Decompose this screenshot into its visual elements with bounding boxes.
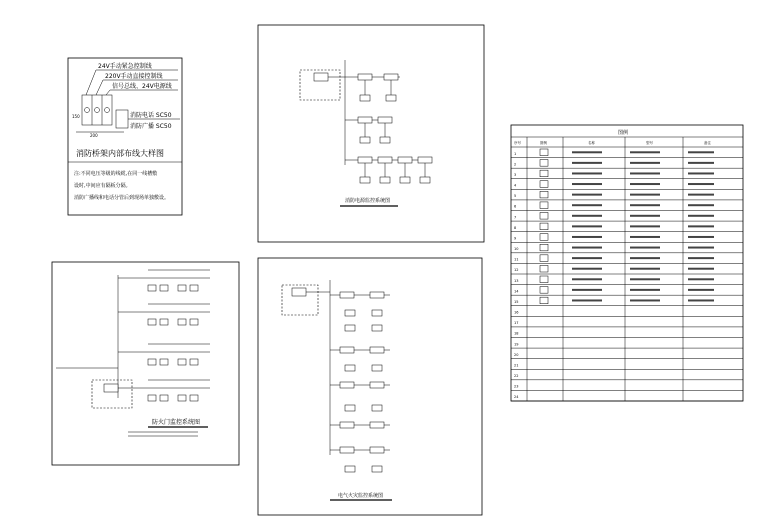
legend-text-line [688,183,714,185]
legend-text-line [572,236,602,238]
wire-label-1: 24V手动紧急控制线 [98,63,152,70]
legend-text-line [572,172,602,174]
legend-text-line [688,278,714,280]
legend-text-line [688,172,714,174]
legend-text-line [572,278,602,280]
legend-text-line [572,204,602,206]
legend-row-number: 20 [514,352,519,357]
legend-text-line [572,299,602,301]
legend-header-no: 序号 [514,141,521,145]
legend-text-line [688,215,714,217]
legend-text-line [630,215,660,217]
legend-row-number: 22 [514,374,519,379]
legend-text-line [630,278,660,280]
legend-symbol [540,287,548,294]
legend-row-number: 13 [514,278,519,283]
legend-text-line [572,289,602,291]
legend-text-line [688,289,714,291]
legend-symbol [540,265,548,272]
legend-header-name: 名称 [588,141,595,145]
legend-symbol [540,191,548,198]
legend-text-line [572,183,602,185]
dim-1: 150 [72,114,80,119]
legend-header-model: 型号 [646,141,653,145]
legend-row-number: 8 [514,225,517,230]
legend-row-number: 23 [514,384,519,389]
legend-text-line [630,183,660,185]
power-monitoring-sheet [258,25,484,242]
legend-header-symbol: 图例 [540,141,547,145]
legend-text-line [630,162,660,164]
legend-row-number: 6 [514,204,517,209]
legend-text-line [688,162,714,164]
wire-label-3: 信号总线、24V电源线 [112,83,172,90]
electrical-fire-title: 电气火灾监控系统图 [338,493,384,499]
legend-symbol [540,255,548,262]
legend-row-number: 12 [514,268,519,273]
legend-text-line [630,268,660,270]
electrical-fire-sheet [258,258,482,515]
legend-row-number: 10 [514,247,519,252]
legend-symbol [540,276,548,283]
legend-symbol [540,170,548,177]
tray-detail-sheet [68,58,182,215]
legend-row-number: 5 [514,194,517,199]
legend-symbol [540,213,548,220]
legend-symbol [540,160,548,167]
legend-text-line [572,225,602,227]
legend-row-number: 9 [514,236,517,241]
legend-row-number: 2 [514,162,517,167]
legend-row-number: 4 [514,183,517,188]
legend-row-number: 19 [514,342,519,347]
legend-text-line [630,225,660,227]
detail-title: 消防桥架内部布线大样图 [76,149,164,158]
legend-row-number: 3 [514,172,517,177]
legend-row-number: 24 [514,395,519,400]
legend-text-line [630,151,660,153]
legend-text-line [572,151,602,153]
legend-row-number: 17 [514,321,519,326]
fire-door-sheet [52,262,239,465]
legend-text-line [630,172,660,174]
fire-door-title: 防火门监控系统图 [152,419,201,426]
legend-text-line [572,268,602,270]
legend-row-number: 18 [514,331,519,336]
bus-label-2: 消防广播 SC50 [130,123,172,130]
power-monitoring-title: 消防电源监控系统图 [345,198,391,204]
legend-text-line [572,247,602,249]
dim-2: 200 [90,133,98,138]
legend-text-line [688,247,714,249]
note-3: 消防广播线和电话分管后到现场单独敷设。 [74,195,170,201]
legend-text-line [572,257,602,259]
legend-symbol [540,181,548,188]
legend-text-line [630,257,660,259]
legend-row-number: 14 [514,289,519,294]
legend-symbol [540,202,548,209]
legend-text-line [572,215,602,217]
legend-symbol [540,234,548,241]
wire-label-2: 220V手动直接控制线 [105,73,163,80]
legend-header-remark: 备注 [704,141,711,145]
legend-text-line [630,236,660,238]
legend-text-line [688,204,714,206]
legend-text-line [630,204,660,206]
legend-row-number: 1 [514,151,517,156]
legend-symbol [540,149,548,156]
legend-text-line [630,194,660,196]
legend-row-number: 7 [514,215,517,220]
legend-text-line [630,289,660,291]
bus-label-1: 消防电话 SC50 [130,112,172,119]
legend-text-line [688,194,714,196]
legend-row-number: 11 [514,257,519,262]
legend-text-line [572,162,602,164]
legend-text-line [572,194,602,196]
legend-text-line [688,257,714,259]
legend-text-line [688,151,714,153]
legend-symbol [540,297,548,304]
note-2: 设时,中间应有隔板分隔。 [74,183,131,189]
legend-text-line [688,299,714,301]
legend-title: 图例 [618,130,629,136]
legend-text-line [688,268,714,270]
legend-text-line [688,225,714,227]
legend-symbol [540,244,548,251]
note-1: 注:不同电压等级的线缆,在同一线槽敷 [74,171,158,177]
legend-text-line [630,299,660,301]
legend-sheet [511,125,743,401]
legend-row-number: 21 [514,363,519,368]
legend-row-number: 16 [514,310,519,315]
legend-row-number: 15 [514,299,519,304]
legend-text-line [688,236,714,238]
legend-text-line [630,247,660,249]
legend-symbol [540,223,548,230]
